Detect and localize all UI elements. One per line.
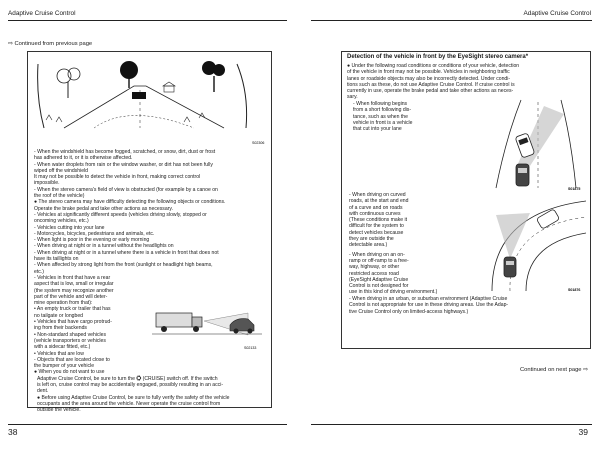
right-page-number: 39: [578, 427, 588, 437]
cut-in-vehicle-illustration: [486, 98, 588, 190]
text-line: way, highway, or other: [349, 264, 400, 271]
text-line: use in this kind of driving environment.): [349, 289, 438, 296]
text-line: - When following begins: [353, 101, 408, 107]
text-line: (vehicle transporters or vehicles: [34, 337, 106, 344]
text-line: Operate the brake pedal and take other actions as necessary.: [34, 205, 173, 212]
text-line: - Vehicles cutting into your lane: [34, 224, 105, 231]
text-line: dent.: [37, 388, 49, 395]
text-line: of a curve and on roads: [349, 204, 403, 211]
text-line: roads, at the start and end: [349, 198, 409, 205]
right-header-title: Adaptive Cruise Control: [523, 10, 591, 17]
switch-line: Adaptive Cruise Control, be sure to turn the ⛭ (CRUISE) switch off. If the switch: [37, 376, 218, 382]
continued-next-note: Continued on next page ⇨: [519, 367, 588, 373]
text-line: • An empty truck or trailer that has: [34, 306, 111, 313]
text-line: oncoming vehicles, etc.): [34, 218, 89, 225]
text-line: with continuous curves: [349, 210, 401, 217]
right-block-3: [349, 296, 508, 315]
text-line: - When driving in an urban, or suburban environment (Adaptive Cruise: [349, 296, 508, 302]
text-line: Control is not appropriate for use in these driving areas. Use the Adap-: [349, 302, 509, 309]
text-line: - Motorcycles, bicycles, pedestrians and animals, etc.: [34, 230, 155, 237]
text-line: no tailgate or longbed: [34, 312, 83, 319]
text-line: - When water droplets from rain or the window washer, or dirt has not been fully: [34, 161, 213, 168]
text-line: - Vehicles at significantly different speeds (vehicles driving slowly, stopped or: [34, 211, 207, 218]
text-line: It may not be possible to detect the vehicle in front, making correct control: [34, 174, 201, 181]
text-line: - Vehicles in front that have a rear: [34, 275, 111, 281]
right-header-rule: [311, 20, 592, 21]
text-line: (the system may recognize another: [34, 287, 114, 294]
text-line: has adhered to it, or it is otherwise affected.: [34, 155, 133, 162]
right-figure1-code: S01875: [568, 187, 581, 190]
left-text-block-1: [34, 149, 225, 275]
left-text-block-2: [34, 275, 114, 376]
text-line: - When the stereo camera's field of view is obstructed (for example by a canoe on: [34, 186, 218, 193]
text-line: ● Under the following road conditions or conditions of your vehicle, detection: [347, 63, 520, 69]
text-line: etc.): [34, 268, 44, 275]
text-line: - When driving at night or in a tunnel where there is a vehicle in front that does not: [34, 249, 219, 256]
text-line: - When driving on curved: [349, 192, 406, 198]
figure2-code: S02133: [244, 346, 257, 350]
text-line: impossible.: [34, 180, 60, 187]
right-intro-block: [347, 63, 519, 101]
text-line: - When the windshield has become fogged, scratched, or snow, dirt, dust or frost: [34, 149, 216, 155]
curved-road-illustration: [486, 193, 588, 293]
text-line: • Vehicles that have cargo protrud-: [34, 319, 112, 326]
windshield-road-illustration: [34, 58, 267, 146]
left-text-block-3: [37, 382, 230, 413]
text-line: tance, such as when the: [353, 113, 408, 120]
text-line: ramp or off-ramp to a free-: [349, 257, 409, 264]
text-line: currently in use, operate the brake pedal and take other actions as neces-: [347, 88, 514, 95]
right-block-1: [353, 101, 412, 132]
text-line: aspect that is low, small or irregular: [34, 281, 114, 288]
text-line: mine operation from that):: [34, 300, 93, 307]
text-line: • Vehicles that are low: [34, 350, 84, 357]
text-line: the roof of the vehicle): [34, 193, 85, 200]
section-heading: Detection of the vehicle in front by the EyeSight stereo camera*: [347, 54, 529, 60]
right-footer-rule: [311, 424, 592, 425]
text-line: Control is not designed for: [349, 283, 409, 290]
text-line: (EyeSight Adaptive Cruise: [349, 276, 409, 283]
text-line: • Non-standard shaped vehicles: [34, 331, 107, 338]
text-line: with a sidecar fitted, etc.): [34, 344, 91, 351]
text-line: - When driving at night or in a tunnel without the headlights on: [34, 243, 174, 250]
left-header-title: Adaptive Cruise Control: [8, 10, 76, 17]
text-line: of the vehicle in front may not be possible. Vehicles in neighboring traffic: [347, 69, 510, 76]
text-line: - When driving on an on-: [349, 251, 405, 258]
text-line: (These conditions make it: [349, 217, 408, 224]
continued-from-note: ⇨ Continued from previous page: [8, 41, 93, 47]
right-figure2-code: S01876: [568, 288, 581, 292]
text-line: ● Before using Adaptive Cruise Control, be sure to fully verify the safety of the vehicle: [37, 394, 230, 401]
text-line: tive Cruise Control only on limited-access highways.): [349, 308, 469, 315]
figure1-code: S02306: [252, 141, 265, 145]
text-line: difficult for the system to: [349, 223, 404, 230]
text-line: ● The stereo camera may have difficulty detecting the following objects or conditions.: [34, 199, 226, 206]
text-line: occupants and the area around the vehicle. Never operate the cruise control from: [37, 400, 221, 407]
text-line: - When light is poor in the evening or early morning: [34, 237, 150, 244]
truck-detection-illustration: [152, 303, 264, 351]
text-line: part of the vehicle and will deter-: [34, 293, 108, 300]
text-line: from a short following dis-: [353, 107, 412, 114]
arrow-right-icon: ⇨: [583, 367, 588, 373]
left-footer-rule: [8, 424, 287, 425]
text-line: lanes or roadside objects may also be incorrectly detected. Under condi-: [347, 75, 511, 82]
text-line: the bumper of your vehicle: [34, 363, 95, 370]
text-line: - When affected by strong light from the front (sunlight or headlight high beams,: [34, 262, 213, 269]
cruise-switch-icon: ⛭: [136, 376, 142, 382]
text-line: have its taillights on: [34, 256, 79, 263]
left-page-number: 38: [8, 427, 18, 437]
text-line: tions such as these, do not use Adaptive Cruise Control. If cruise control is: [347, 81, 515, 88]
right-block-2: [349, 192, 437, 296]
text-line: vehicle in front is a vehicle: [353, 119, 413, 126]
text-line: detect vehicles because: [349, 229, 404, 236]
text-line: - Objects that are located close to: [34, 356, 110, 363]
left-header-rule: [8, 20, 287, 21]
text-line: they are outside the: [349, 236, 394, 243]
text-line: wiped off the windshield: [34, 167, 88, 174]
text-line: detectable area.): [349, 242, 388, 249]
text-line: is left on, cruise control may be accidentally engaged, possibly resulting in an acci-: [37, 382, 224, 388]
text-line: ● When you do not want to use: [34, 369, 105, 376]
text-line: sary.: [347, 94, 358, 101]
text-line: ing from their backends: [34, 325, 87, 332]
text-line: outside the vehicle.: [37, 407, 81, 414]
text-line: restricted access road: [349, 270, 399, 277]
arrow-right-icon: ⇨: [8, 41, 13, 47]
text-line: that cut into your lane: [353, 126, 402, 133]
